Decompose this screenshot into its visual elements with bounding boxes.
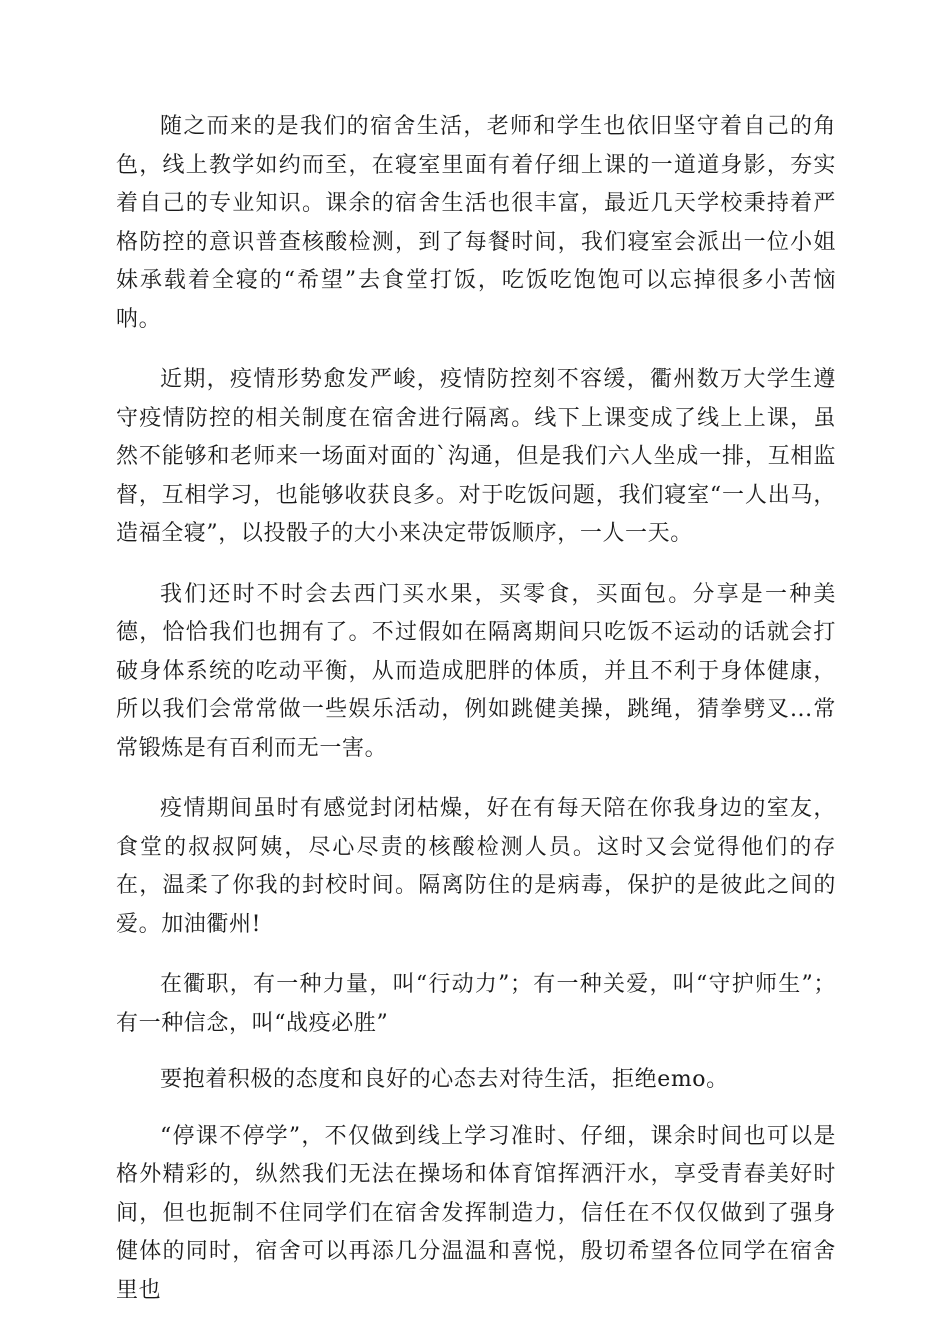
paragraph-sharing-exercise: 我们还时不时会去西门买水果，买零食，买面包。分享是一种美德，恰恰我们也拥有了。不过假如在隔离期间只吃饭不运动的话就会打破身体系统的吃动平衡，从而造成肥胖的体质，并且不利于身体健康，所以我们会常常做一些娱乐活动，例如跳健美操，跳绳，猜拳劈叉...常常锻炼是有百利而无一害。 — [116, 581, 836, 761]
document-body — [116, 108, 836, 1332]
paragraph-attitude: 要抱着积极的态度和良好的心态去对待生活，拒绝emo。 — [160, 1067, 729, 1092]
paragraph-motto: 在衢职，有一种力量，叫“行动力”；有一种关爱，叫“守护师生”；有一种信念，叫“战疫必胜” — [116, 972, 836, 1036]
paragraph-gratitude: 疫情期间虽时有感觉封闭枯燥，好在有每天陪在你我身边的室友，食堂的叔叔阿姨，尽心尽责的核酸检测人员。这时又会觉得他们的存在，温柔了你我的封校时间。隔离防住的是病毒，保护的是彼此之间的爱。加油衢州! — [116, 796, 836, 937]
paragraph-dorm-life: 随之而来的是我们的宿舍生活，老师和学生也依旧坚守着自己的角色，线上教学如约而至，在寝室里面有着仔细上课的一道道身影，夯实着自己的专业知识。课余的宿舍生活也很丰富，最近几天学校秉持着严格防控的意识普查核酸检测，到了每餐时间，我们寝室会派出一位小姐妹承载着全寝的“希望”去食堂打饭，吃饭吃饱饱可以忘掉很多小苦恼呐。 — [116, 114, 836, 332]
paragraph-keep-learning: “停课不停学”，不仅做到线上学习准时、仔细，课余时间也可以是格外精彩的，纵然我们无法在操场和体育馆挥洒汗水，享受青春美好时间，但也扼制不住同学们在宿舍发挥制造力，信任在不仅仅做到了强身健体的同时，宿舍可以再添几分温温和喜悦，殷切希望各位同学在宿舍里也 — [116, 1123, 836, 1303]
paragraph-epidemic-control: 近期，疫情形势愈发严峻，疫情防控刻不容缓，衢州数万大学生遵守疫情防控的相关制度在宿舍进行隔离。线下上课变成了线上上课，虽然不能够和老师来一场面对面的`沟通，但是我们六人坐成一排，互相监督，互相学习，也能够收获良多。对于吃饭问题，我们寝室“一人出马，造福全寝”，以投骰子的大小来决定带饭顺序，一人一天。 — [116, 367, 836, 546]
